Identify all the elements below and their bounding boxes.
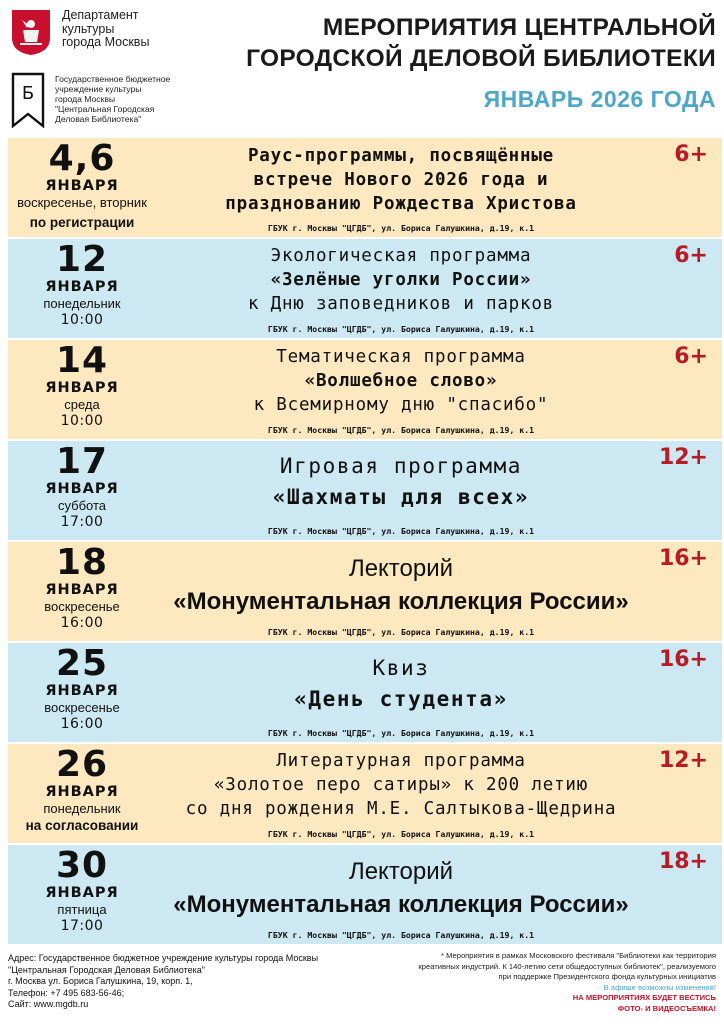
svg-text:Б: Б xyxy=(21,83,35,104)
event-title-line: Квиз xyxy=(372,656,430,680)
event-date xyxy=(8,847,156,935)
event-time: на согласовании xyxy=(25,818,139,833)
event-day: 17 xyxy=(55,441,109,482)
library-name: Государственное бюджетное учреждение культуры города Москвы "Центральная Городская Деловая Библиотека" xyxy=(55,74,171,124)
event-weekday: суббота xyxy=(57,498,107,513)
event-day: 30 xyxy=(55,845,109,886)
event-address: ГБУК г. Москвы "ЦГДБ", ул. Бориса Галушкина, д.19, к.1 xyxy=(267,627,535,637)
department-name: Департамент культуры города Москвы xyxy=(62,8,150,49)
event-row xyxy=(8,643,722,742)
event-description xyxy=(158,340,644,439)
event-month: ЯНВАРЯ xyxy=(45,481,119,497)
event-row xyxy=(8,845,722,944)
event-address: ГБУК г. Москвы "ЦГДБ", ул. Бориса Галушкина, д.19, к.1 xyxy=(267,728,535,738)
age-rating-badge: 6+ xyxy=(674,243,708,268)
event-title-line: «Зелёные уголки России» xyxy=(270,270,532,290)
footer-website: Сайт: www.mgdb.ru xyxy=(8,999,89,1010)
event-title-line: «Монументальная коллекция России» xyxy=(173,588,629,615)
event-title-line: Лекторий xyxy=(348,858,454,885)
event-description xyxy=(158,542,644,641)
photo-warning: НА МЕРОПРИЯТИЯХ БУДЕТ ВЕСТИСЬ xyxy=(572,993,716,1002)
event-title-line: «День студента» xyxy=(294,687,508,711)
event-date xyxy=(8,746,156,834)
moscow-coat-of-arms-icon xyxy=(10,8,52,56)
event-address: ГБУК г. Москвы "ЦГДБ", ул. Бориса Галушкина, д.19, к.1 xyxy=(267,425,535,435)
event-row xyxy=(8,441,722,540)
event-weekday: воскресенье, вторник xyxy=(17,195,147,210)
changes-note: В афише возможны изменения! xyxy=(603,982,716,992)
footer-phone: Телефон: +7 495 683-56-46; xyxy=(8,987,125,998)
event-description xyxy=(158,744,644,843)
event-title-line: к Дню заповедников и парков xyxy=(247,294,555,314)
event-row xyxy=(8,340,722,439)
event-title-line: «Волшебное слово» xyxy=(304,371,498,391)
event-description xyxy=(158,845,644,944)
event-day: 4,6 xyxy=(48,138,116,179)
event-title-line: со дня рождения М.Е. Салтыкова-Щедрина xyxy=(185,799,617,819)
page-title: МЕРОПРИЯТИЯ ЦЕНТРАЛЬНОЙ ГОРОДСКОЙ ДЕЛОВОЙ БИБЛИОТЕКИ xyxy=(246,14,716,72)
festival-note: при поддержке Президентского фонда культурных инициатив xyxy=(498,972,716,981)
event-title-line: Игровая программа xyxy=(279,454,523,478)
event-month: ЯНВАРЯ xyxy=(45,178,119,194)
event-row xyxy=(8,138,722,237)
event-title-line: празднованию Рождества Христова xyxy=(225,194,577,214)
age-rating-badge: 12+ xyxy=(658,445,708,470)
event-title-line: «Шахматы для всех» xyxy=(272,485,530,509)
library-logo-icon xyxy=(11,72,45,128)
event-time: 16:00 xyxy=(60,615,104,631)
age-rating-badge: 16+ xyxy=(658,546,708,571)
festival-note: * Мероприятия в рамках Московского фестиваля "Библиотеки как территория xyxy=(441,951,716,960)
event-address: ГБУК г. Москвы "ЦГДБ", ул. Бориса Галушкина, д.19, к.1 xyxy=(267,223,535,233)
event-weekday: понедельник xyxy=(43,801,121,816)
footer-address-line: Адрес: Государственное бюджетное учреждение культуры города Москвы xyxy=(8,953,319,963)
footer-contacts xyxy=(8,953,358,1011)
event-title-line: Раус-программы, посвящённые xyxy=(247,146,555,166)
event-title-line: «Монументальная коллекция России» xyxy=(173,891,629,918)
event-title-line: Литературная программа xyxy=(276,751,526,771)
festival-note: креативных индустрий. К 140-летию сети общедоступных библиотек", реализуемого xyxy=(418,961,716,971)
event-month: ЯНВАРЯ xyxy=(45,683,119,699)
event-title-line: «Золотое перо сатиры» к 200 летию xyxy=(213,775,589,795)
event-title-line: Лекторий xyxy=(348,555,454,582)
event-weekday: воскресенье xyxy=(44,599,120,614)
event-date xyxy=(8,241,156,329)
event-date xyxy=(8,443,156,531)
event-time: 10:00 xyxy=(60,413,104,429)
event-date xyxy=(8,342,156,430)
event-day: 18 xyxy=(55,542,109,583)
event-time: 17:00 xyxy=(60,918,104,934)
event-weekday: понедельник xyxy=(43,296,121,311)
event-date xyxy=(8,544,156,632)
event-title-line: встрече Нового 2026 года и xyxy=(253,170,549,190)
event-day: 26 xyxy=(55,744,109,785)
event-month: ЯНВАРЯ xyxy=(45,885,119,901)
event-description xyxy=(158,239,644,338)
event-month: ЯНВАРЯ xyxy=(45,279,119,295)
event-month: ЯНВАРЯ xyxy=(45,380,119,396)
event-description xyxy=(158,441,644,540)
age-rating-badge: 6+ xyxy=(674,142,708,167)
age-rating-badge: 18+ xyxy=(658,849,708,874)
event-title-line: к Всемирному дню "спасибо" xyxy=(253,395,549,415)
footer-notes xyxy=(386,951,716,1014)
event-weekday: среда xyxy=(64,397,100,412)
event-weekday: пятница xyxy=(57,902,107,917)
event-address: ГБУК г. Москвы "ЦГДБ", ул. Бориса Галушкина, д.19, к.1 xyxy=(267,526,535,536)
event-row xyxy=(8,239,722,338)
event-title-line: Тематическая программа xyxy=(276,347,526,367)
event-title-line: Экологическая программа xyxy=(270,246,532,266)
event-day: 12 xyxy=(55,239,109,280)
event-description xyxy=(158,643,644,742)
event-description xyxy=(158,138,644,237)
events-list xyxy=(8,138,722,946)
event-time: по регистрации xyxy=(29,215,135,230)
event-address: ГБУК г. Москвы "ЦГДБ", ул. Бориса Галушкина, д.19, к.1 xyxy=(267,930,535,940)
event-month: ЯНВАРЯ xyxy=(45,582,119,598)
event-time: 17:00 xyxy=(60,514,104,530)
footer-address-line: г. Москва ул. Бориса Галушкина, 19, корп. 1, xyxy=(8,976,193,987)
age-rating-badge: 12+ xyxy=(658,748,708,773)
event-weekday: воскресенье xyxy=(44,700,120,715)
header xyxy=(0,0,724,137)
page-subtitle: ЯНВАРЬ 2026 ГОДА xyxy=(483,86,716,112)
event-day: 14 xyxy=(55,340,109,381)
event-day: 25 xyxy=(55,643,109,684)
event-row xyxy=(8,744,722,843)
event-date xyxy=(8,140,156,231)
event-date xyxy=(8,645,156,733)
event-row xyxy=(8,542,722,641)
age-rating-badge: 6+ xyxy=(674,344,708,369)
footer xyxy=(0,948,724,1024)
event-month: ЯНВАРЯ xyxy=(45,784,119,800)
photo-warning: ФОТО- И ВИДЕОСЪЕМКА! xyxy=(617,1003,716,1013)
event-address: ГБУК г. Москвы "ЦГДБ", ул. Бориса Галушкина, д.19, к.1 xyxy=(267,324,535,334)
event-address: ГБУК г. Москвы "ЦГДБ", ул. Бориса Галушкина, д.19, к.1 xyxy=(267,829,535,839)
event-time: 10:00 xyxy=(60,312,104,328)
age-rating-badge: 16+ xyxy=(658,647,708,672)
event-time: 16:00 xyxy=(60,716,104,732)
footer-address-line: "Центральная Городская Деловая Библиотека" xyxy=(8,964,205,975)
